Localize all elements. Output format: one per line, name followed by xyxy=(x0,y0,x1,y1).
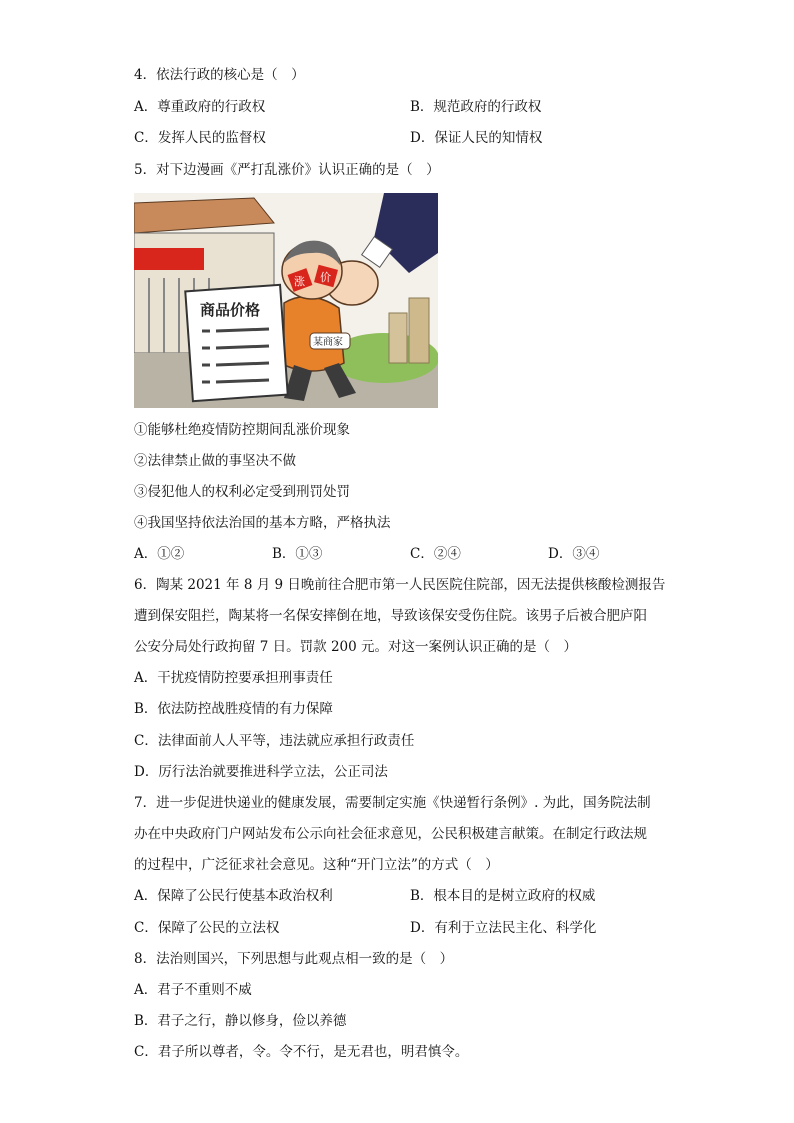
eye-left-text: 涨 xyxy=(294,275,305,288)
q4-option-d: D．保证人民的知情权 xyxy=(410,130,543,146)
q6-line-1: 6．陶某 2021 年 8 月 9 日晚前往合肥市第一人民医院住院部，因无法提供核酸检测报告 xyxy=(134,577,666,593)
q4-option-c: C．发挥人民的监督权 xyxy=(134,130,266,146)
q7-option-a: A．保障了公民行使基本政治权利 xyxy=(134,888,333,904)
q7-option-b: B．根本目的是树立政府的权威 xyxy=(410,888,596,904)
q6-option-d: D．厉行法治就要推进科学立法，公正司法 xyxy=(134,764,388,780)
q5-option-d: D．③④ xyxy=(548,546,600,562)
q5-statement-4: ④我国坚持依法治国的基本方略，严格执法 xyxy=(134,515,391,531)
q4-option-a: A．尊重政府的行政权 xyxy=(134,99,266,115)
q8-option-a: A．君子不重则不威 xyxy=(134,982,252,998)
red-banner xyxy=(134,248,204,270)
price-sign-text: 商品价格 xyxy=(200,301,261,319)
q4-option-b: B．规范政府的行政权 xyxy=(410,99,542,115)
q5-stem: 5．对下边漫画《严打乱涨价》认识正确的是（ ） xyxy=(134,162,440,178)
q8-option-c: C．君子所以尊者，令。令不行，是无君也，明君慎令。 xyxy=(134,1044,469,1060)
q5-statement-1: ①能够杜绝疫情防控期间乱涨价现象 xyxy=(134,422,350,438)
q6-option-b: B．依法防控战胜疫情的有力保障 xyxy=(134,701,333,717)
q8-option-b: B．君子之行，静以修身，俭以养德 xyxy=(134,1013,347,1029)
q7-line-3: 的过程中，广泛征求社会意见。这种“开门立法”的方式（ ） xyxy=(134,857,499,873)
q7-line-2: 办在中央政府门户网站发布公示向社会征求意见，公民积极建言献策。在制定行政法规 xyxy=(134,826,647,842)
q5-statement-2: ②法律禁止做的事坚决不做 xyxy=(134,453,296,469)
q7-option-d: D．有利于立法民主化、科学化 xyxy=(410,920,597,936)
q4-stem: 4．依法行政的核心是（ ） xyxy=(134,67,305,83)
q7-option-c: C．保障了公民的立法权 xyxy=(134,920,280,936)
shirt-text: 某商家 xyxy=(313,337,343,348)
price-cartoon-image xyxy=(134,193,438,408)
q6-option-a: A．干扰疫情防控要承担刑事责任 xyxy=(134,670,333,686)
q5-option-a: A．①② xyxy=(134,546,185,562)
q5-option-c: C．②④ xyxy=(410,546,461,562)
q6-line-3: 公安分局处行政拘留 7 日。罚款 200 元。对这一案例认识正确的是（ ） xyxy=(134,639,578,655)
q7-line-1: 7．进一步促进快递业的健康发展，需要制定实施《快递暂行条例》. 为此，国务院法制 xyxy=(134,795,651,811)
q8-stem: 8．法治则国兴，下列思想与此观点相一致的是（ ） xyxy=(134,951,454,967)
q6-option-c: C．法律面前人人平等，违法就应承担行政责任 xyxy=(134,733,415,749)
q6-line-2: 遭到保安阻拦，陶某将一名保安摔倒在地，导致该保安受伤住院。该男子后被合肥庐阳 xyxy=(134,608,647,624)
eye-right-text: 价 xyxy=(320,271,331,284)
q5-statement-3: ③侵犯他人的权利必定受到刑罚处罚 xyxy=(134,484,350,500)
q5-option-b: B．①③ xyxy=(272,546,323,562)
